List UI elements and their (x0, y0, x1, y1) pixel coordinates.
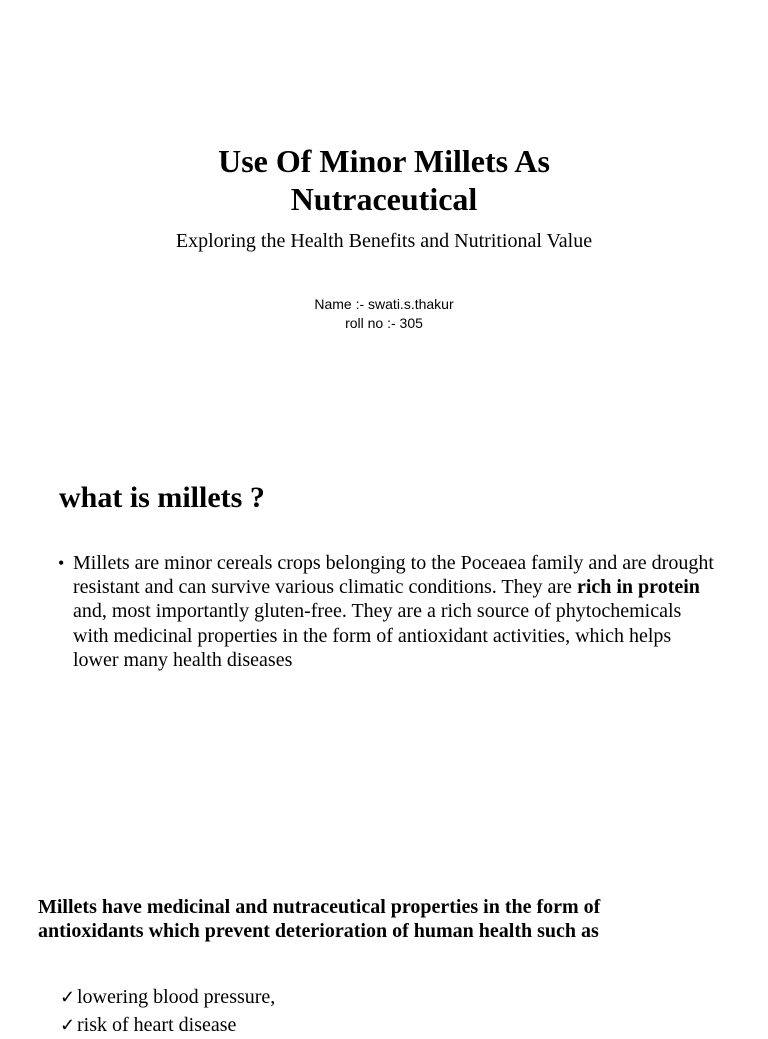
bullet-text-part-1: Millets are minor cereals crops belonging to the Poceaea family and are drought resistant and can survive various climatic conditions. They are (73, 552, 714, 599)
list-item (60, 983, 720, 1011)
slide-subtitle: Exploring the Health Benefits and Nutritional Value (175, 230, 593, 252)
list-item-text: risk of heart disease (77, 1014, 237, 1036)
section-heading: what is millets ? (59, 481, 265, 514)
checkmark-icon: ✓ (60, 987, 76, 1007)
author-info (0, 295, 768, 333)
slide-title-line-2: Nutraceutical (290, 181, 478, 217)
author-roll-number: roll no :- 305 (345, 315, 423, 331)
slide-title-line-1: Use Of Minor Millets As (218, 143, 550, 179)
bullet-text-bold: rich in protein (576, 576, 700, 599)
checkmark-icon: ✓ (60, 1015, 76, 1035)
bullet-text-part-2: and, most importantly gluten-free. They are a rich source of phytochemicals with medicinal properties in the form of antioxidant activities, which helps lower many health diseases (73, 600, 682, 671)
list-item (60, 1011, 720, 1039)
author-name: Name :- swati.s.thakur (314, 296, 454, 312)
slide-title (0, 142, 768, 218)
list-item-text: lowering blood pressure, (77, 986, 276, 1008)
properties-intro: Millets have medicinal and nutraceutical properties in the form of antioxidants which prevent deterioration of human health such as (38, 896, 601, 943)
bullet-icon: • (58, 553, 65, 573)
bullet-point (58, 551, 718, 672)
check-list (60, 983, 720, 1039)
bullet-text (73, 551, 718, 672)
